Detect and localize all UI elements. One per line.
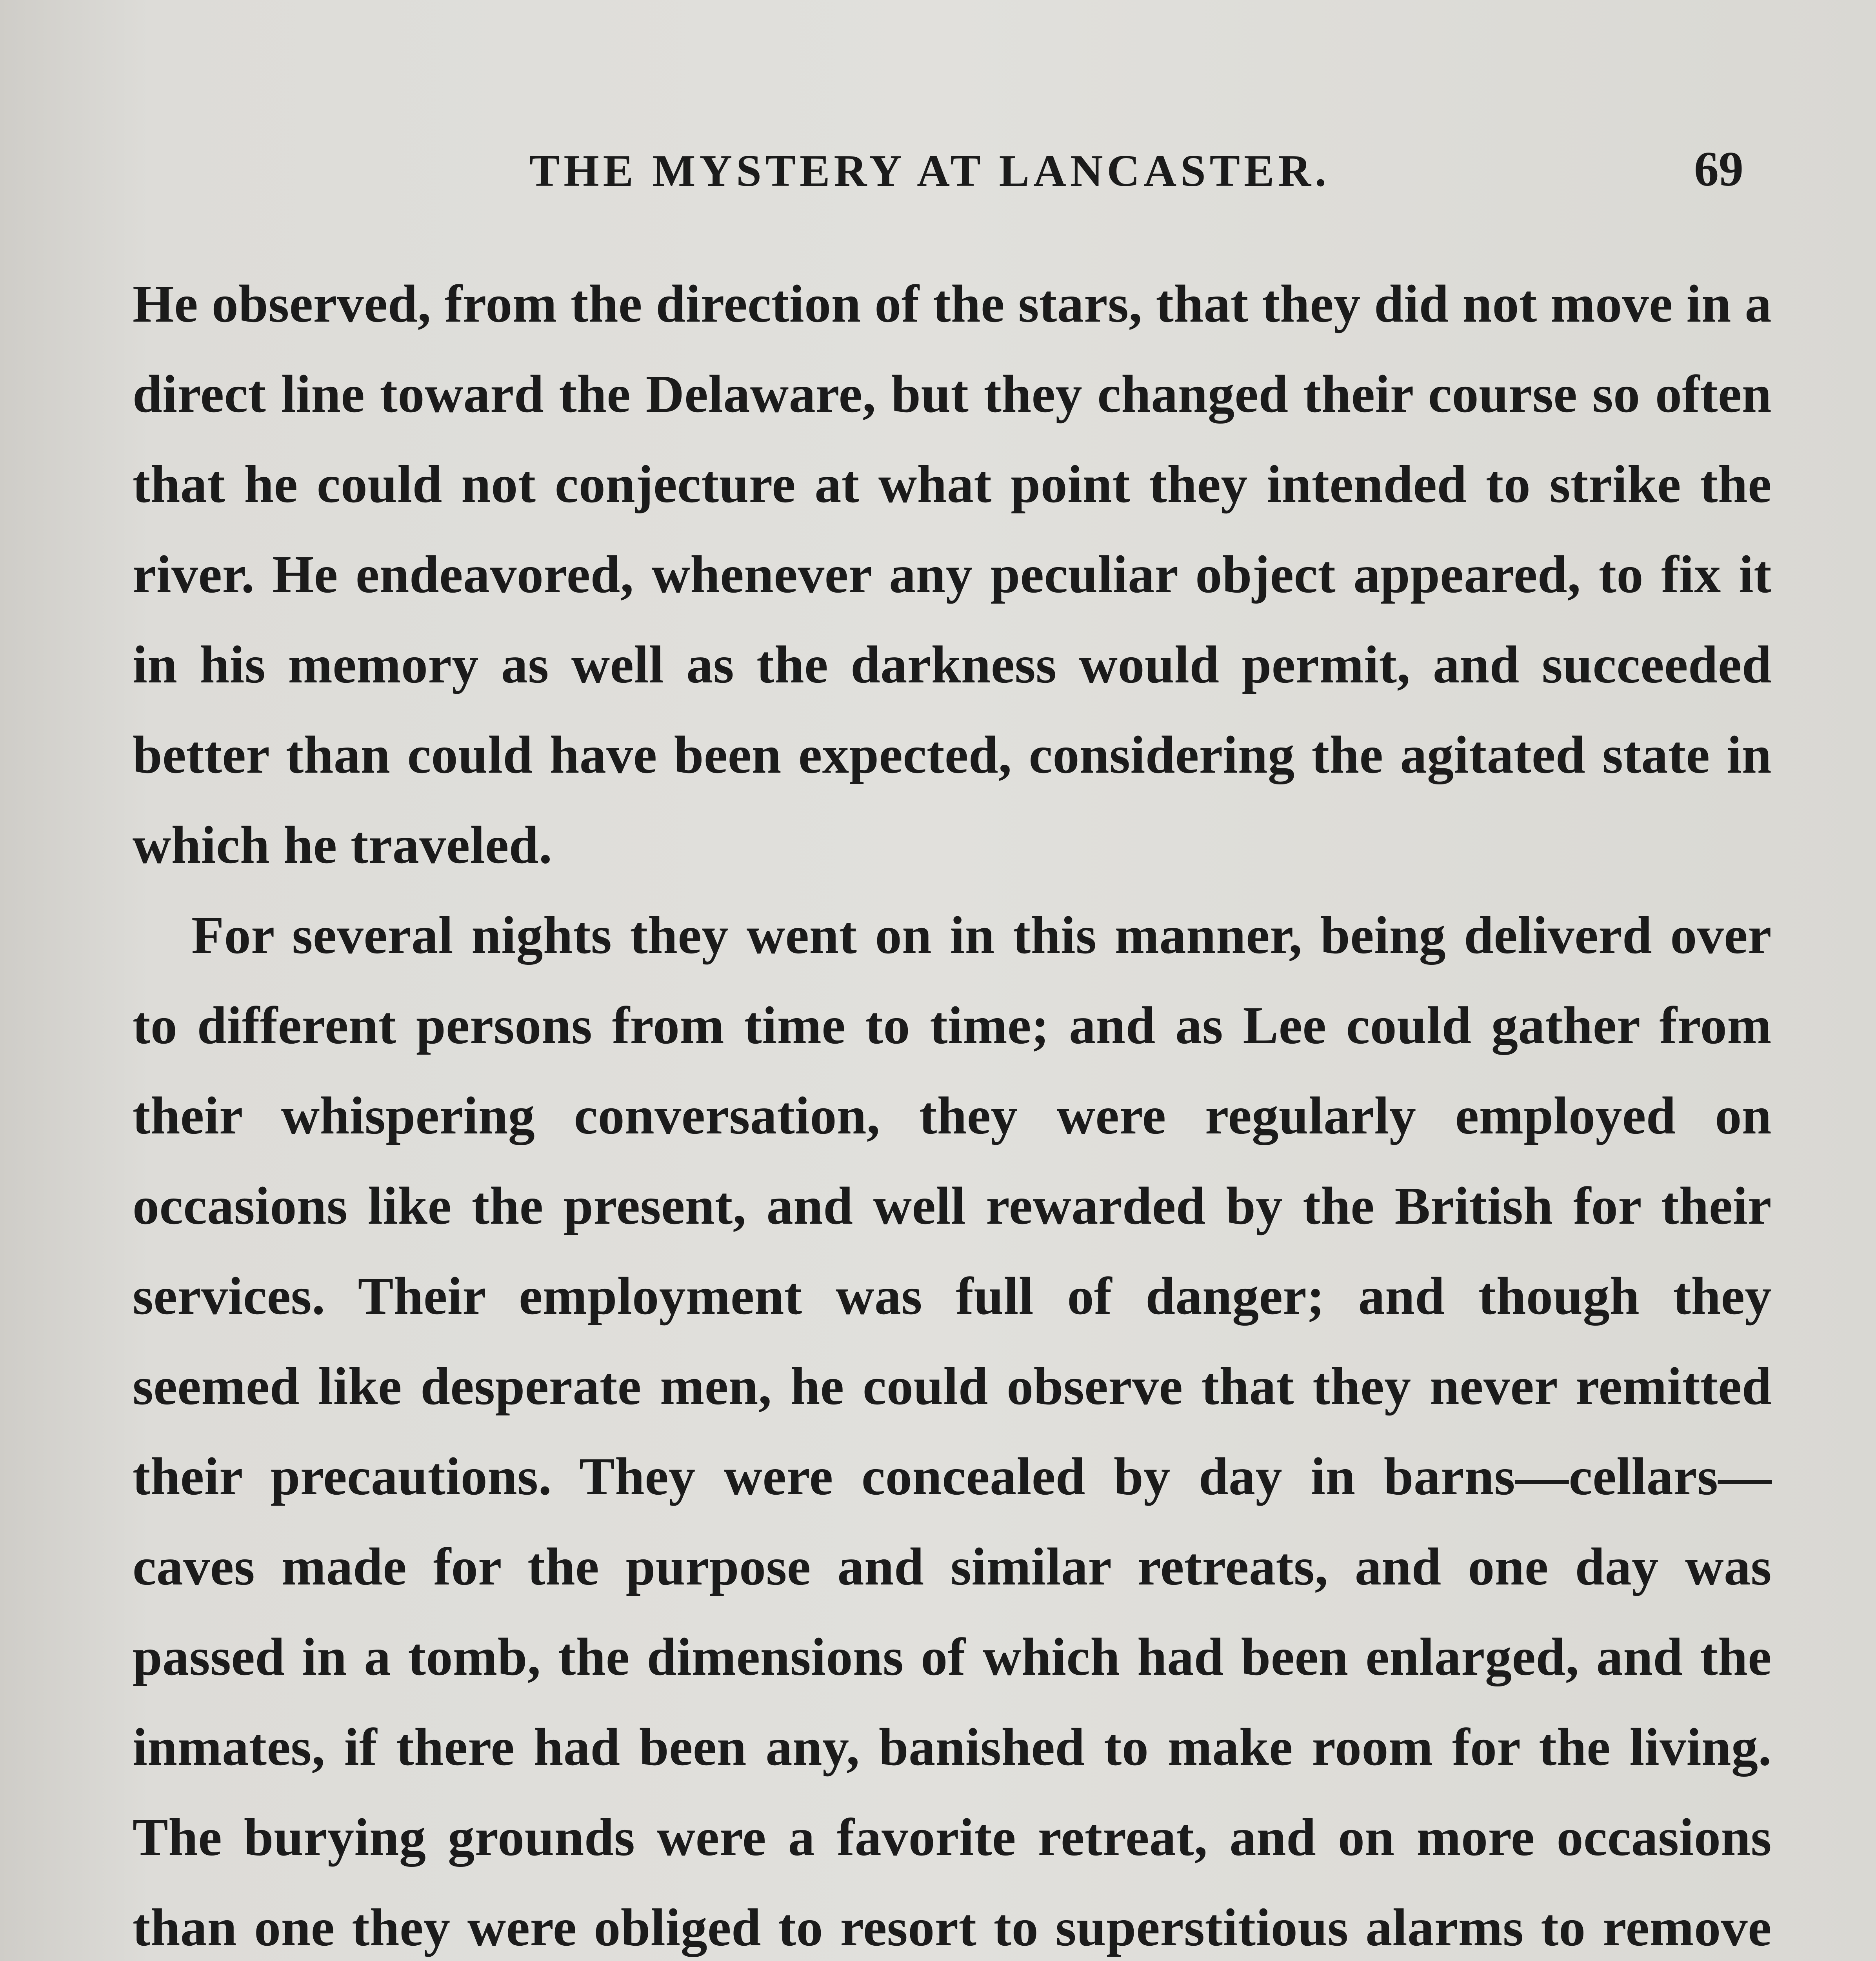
paragraph-2: For several nights they went on in this manner, being deliverd over to different persons from time to time; and as Lee could gather from their whispering conversation, they were regularly employed on occasions like the present, and well rewarded by the British for their services. Their employment was full of danger; and though they seemed like desperate men, he could observe that they never remitted their precautions. They were concealed by day in barns—cellars—caves made for the purpose and similar retreats, and one day was passed in a tomb, the dimensions of which had been enlarged, and the inmates, if there had been any, banished to make room for the living. The burying grounds were a favorite retreat, and on more occasions than one they were obliged to resort to superstitious alarms to remove [133, 906, 1772, 1957]
page-header [0, 142, 1876, 216]
running-title: THE MYSTERY AT LANCASTER. [529, 146, 1331, 196]
page-number: 69 [1694, 142, 1743, 196]
body-text [133, 259, 1772, 1961]
paragraph-1: He observed, from the direction of the stars, that they did not move in a direct line toward the Delaware, but they changed their course so often that he could not conjecture at what point they intended to strike the river. He endeavored, whenever any peculiar object appeared, to fix it in his memory as well as the darkness would permit, and succeeded better than could have been expected, considering the agitated state in which he traveled. [133, 275, 1772, 875]
